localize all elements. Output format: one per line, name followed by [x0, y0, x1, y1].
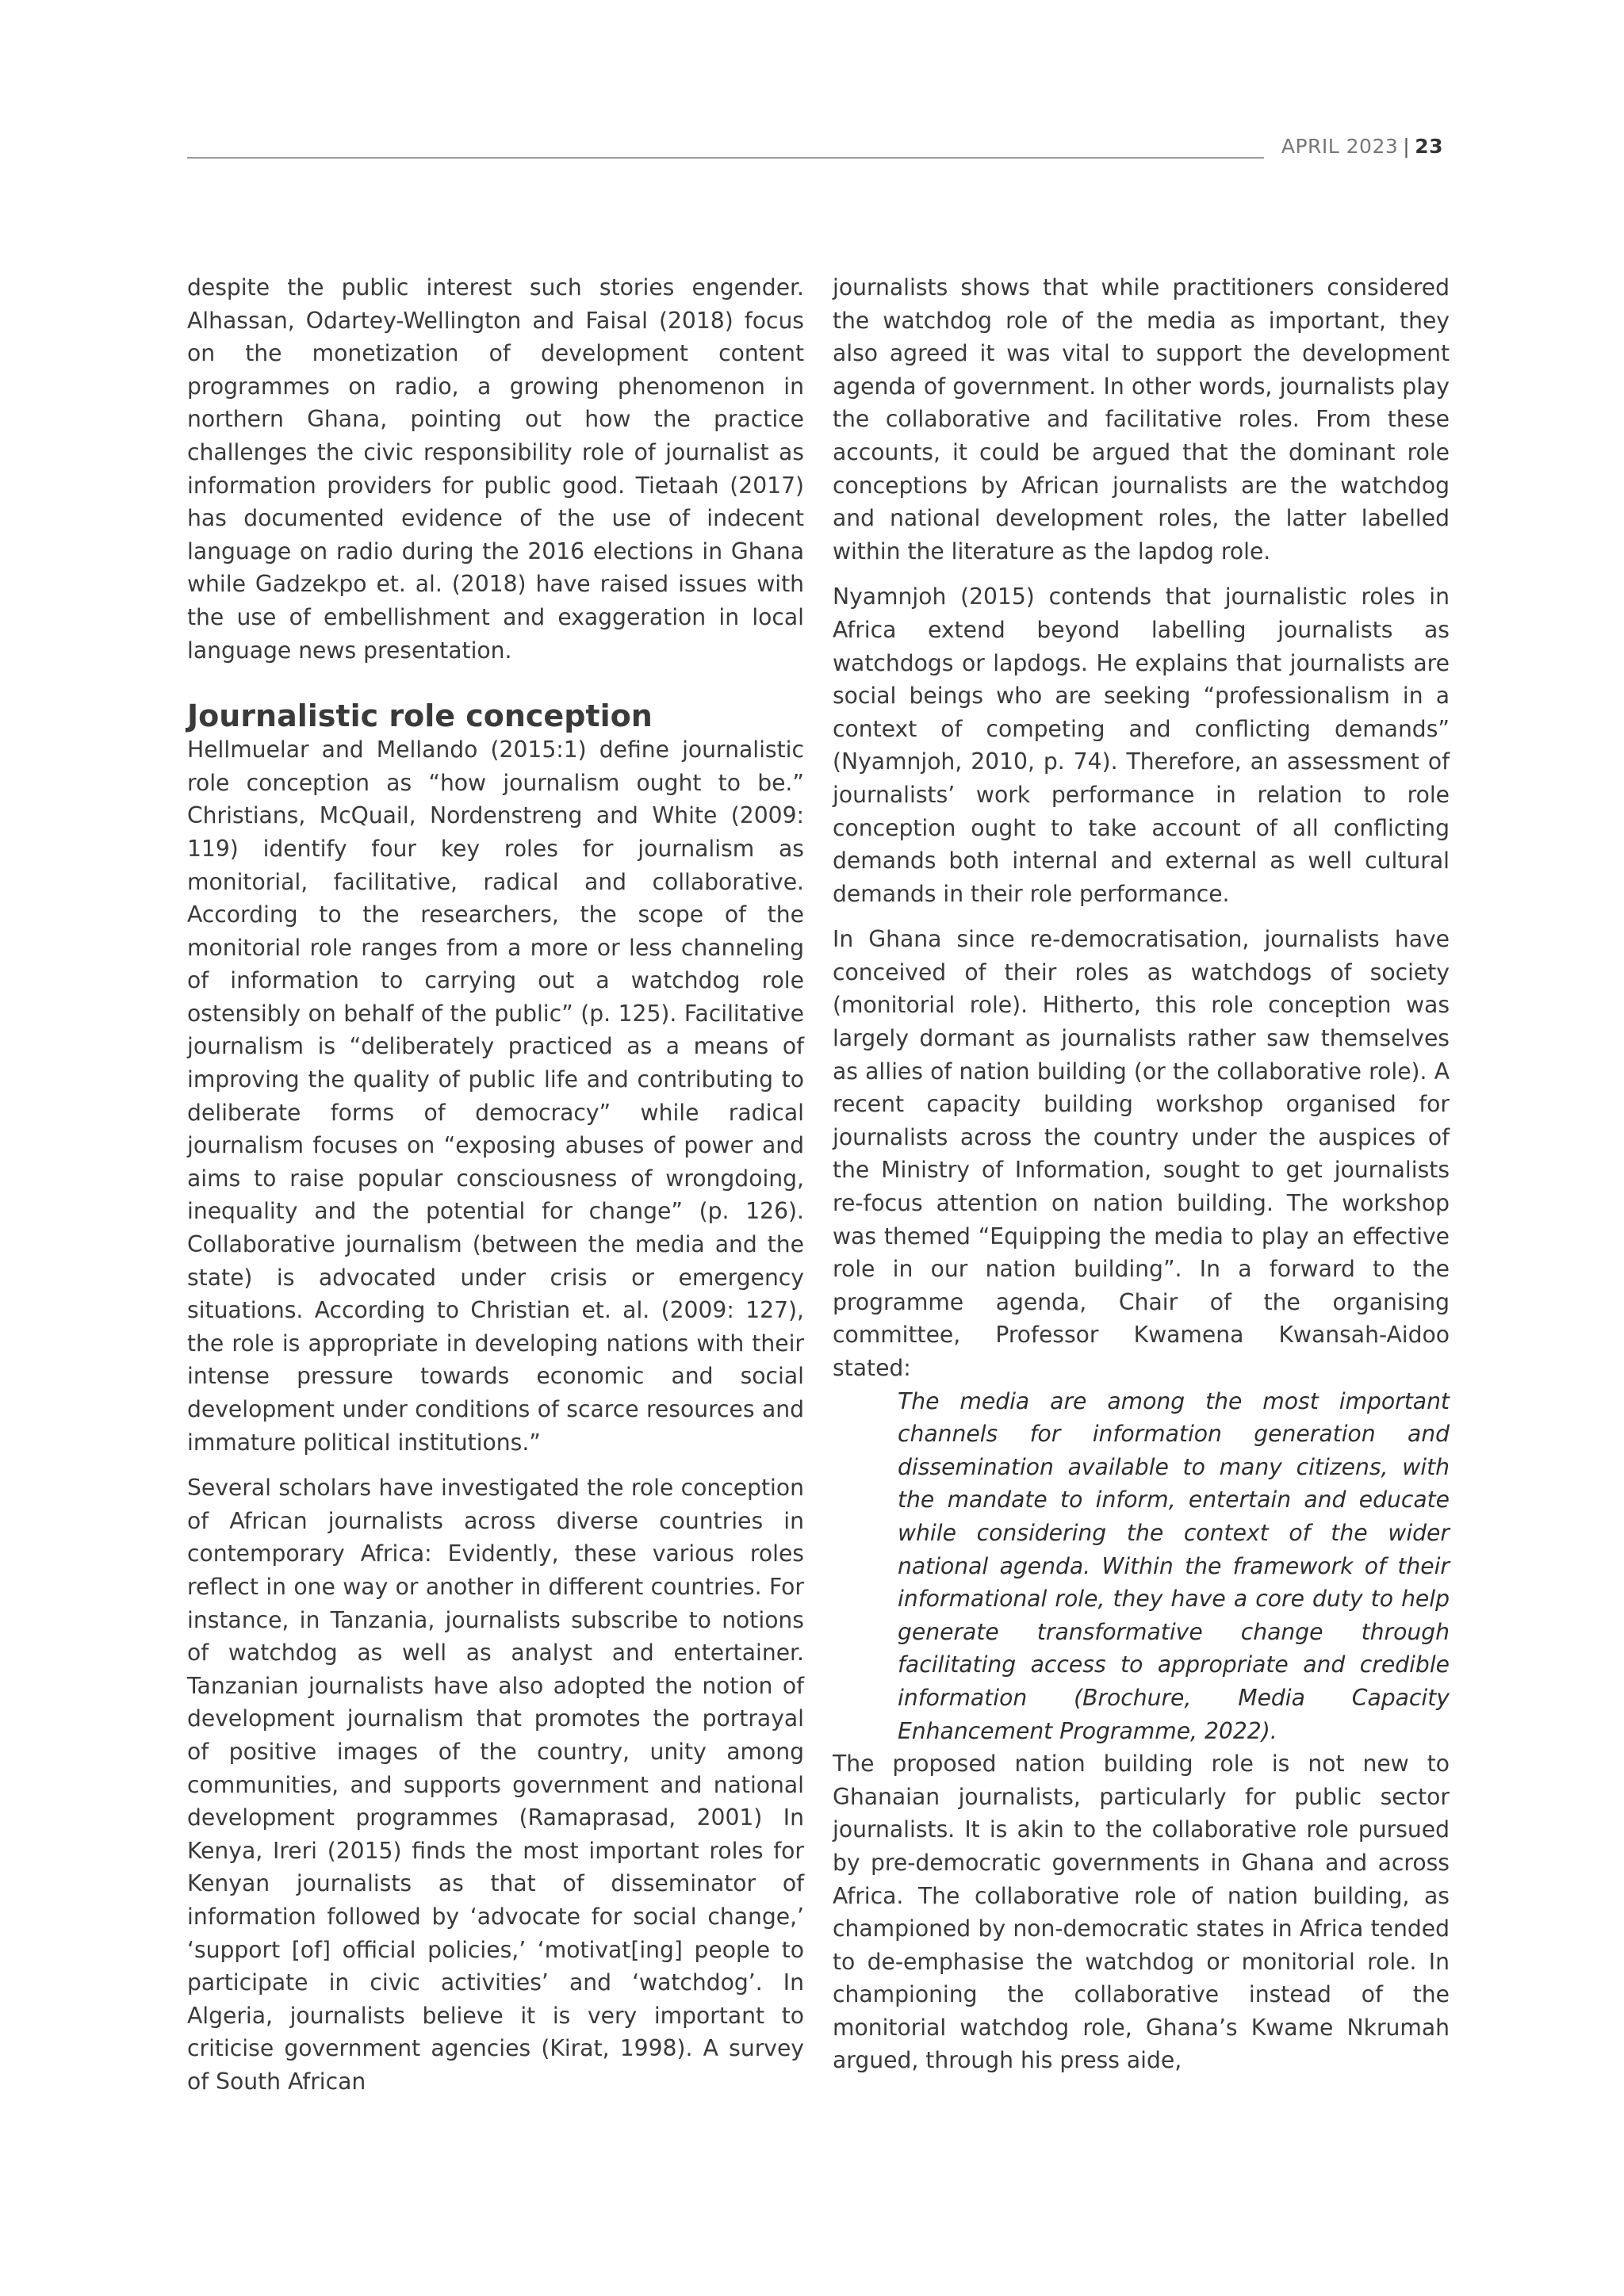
- left-column: [187, 271, 804, 2110]
- left-paragraph-1: despite the public interest such stories engender. Alhassan, Odartey-Wellington and Faisal (2018) focus on the monetization of development content programmes on radio, a growing phenomenon in northern Ghana, pointing out how the practice challenges the civic responsibility role of journalist as information providers for public good. Tietaah (2017) has documented evidence of the use of indecent language on radio during the 2016 elections in Ghana while Gadzekpo et. al. (2018) have raised issues with the use of embellishment and exaggeration in local language news presentation.: [187, 274, 804, 664]
- page-number: 23: [1415, 135, 1443, 158]
- header-rule: [187, 157, 1264, 159]
- right-paragraph-1: journalists shows that while practitioners considered the watchdog role of the media as important, they also agreed it was vital to support the development agenda of government. In other words, journalists play the collaborative and facilitative roles. From these accounts, it could be argued that the dominant role conceptions by African journalists are the watchdog and national development roles, the latter labelled within the literature as the lapdog role.: [833, 274, 1450, 564]
- header-separator: |: [1403, 135, 1411, 158]
- left-paragraph-3: Several scholars have investigated the role conception of African journalists across diverse countries in contemporary Africa: Evidently, these various roles reflect in one way or another in different countries. For instance, in Tanzania, journalists subscribe to notions of watchdog as well as analyst and entertainer. Tanzanian journalists have also adopted the notion of development journalism that promotes the portrayal of positive images of the country, unity among communities, and supports government and national development programmes (Ramaprasad, 2001) In Kenya, Ireri (2015) finds the most important roles for Kenyan journalists as that of disseminator of information followed by ‘advocate for social change,’ ‘support [of] official policies,’ ‘motivat[ing] people to participate in civic activities’ and ‘watchdog’. In Algeria, journalists believe it is very important to criticise government agencies (Kirat, 1998). A survey of South African: [187, 1475, 804, 2095]
- block-quote: The media are among the most important channels for information generation and dissemination available to many citizens, with the mandate to inform, entertain and educate while considering the context of the wider national agenda. Within the framework of their informational role, they have a core duty to help generate transformative change through facilitating access to appropriate and credible information (Brochure, Media Capacity Enhancement Programme, 2022).: [898, 1387, 1450, 1744]
- right-paragraph-2: Nyamnjoh (2015) contends that journalistic roles in Africa extend beyond labelling journalists as watchdogs or lapdogs. He explains that journalists are social beings who are seeking “professionalism in a context of competing and conflicting demands” (Nyamnjoh, 2010, p. 74). Therefore, an assessment of journalists’ work performance in relation to role conception ought to take account of all conflicting demands both internal and external as well cultural demands in their role performance.: [833, 584, 1450, 907]
- right-paragraph-4: The proposed nation building role is not new to Ghanaian journalists, particularly for public sector journalists. It is akin to the collaborative role pursued by pre-democratic governments in Ghana and across Africa. The collaborative role of nation building, as championed by non-democratic states in Africa tended to de-emphasise the watchdog or monitorial role. In championing the collaborative instead of the monitorial watchdog role, Ghana’s Kwame Nkrumah argued, through his press aide,: [833, 1751, 1450, 2074]
- section-heading: Journalistic role conception: [187, 698, 653, 734]
- right-paragraph-3: In Ghana since re-democratisation, journalists have conceived of their roles as watchdogs of society (monitorial role). Hitherto, this role conception was largely dormant as journalists rather saw themselves as allies of nation building (or the collaborative role). A recent capacity building workshop organised for journalists across the country under the auspices of the Ministry of Information, sought to get journalists re-focus attention on nation building. The workshop was themed “Equipping the media to play an effective role in our nation building”. In a forward to the programme agenda, Chair of the organising committee, Professor Kwamena Kwansah-Aidoo stated:: [833, 926, 1450, 1381]
- issue-date: APRIL 2023: [1281, 135, 1399, 158]
- left-paragraph-2: Hellmuelar and Mellando (2015:1) define journalistic role conception as “how journalism ought to be.” Christians, McQuail, Nordenstreng and White (2009: 119) identify four key roles for journalism as monitorial, facilitative, radical and collaborative. According to the researchers, the scope of the monitorial role ranges from a more or less channeling of information to carrying out a watchdog role ostensibly on behalf of the public” (p. 125). Facilitative journalism is “deliberately practiced as a means of improving the quality of public life and contributing to deliberate forms of democracy” while radical journalism focuses on “exposing abuses of power and aims to raise popular consciousness of wrongdoing, inequality and the potential for change” (p. 126). Collaborative journalism (between the media and the state) is advocated under crisis or emergency situations. According to Christian et. al. (2009: 127), the role is appropriate in developing nations with their intense pressure towards economic and social development under conditions of scarce resources and immature political institutions.”: [187, 737, 804, 1456]
- right-column: [833, 271, 1450, 2090]
- running-header: [1281, 135, 1443, 158]
